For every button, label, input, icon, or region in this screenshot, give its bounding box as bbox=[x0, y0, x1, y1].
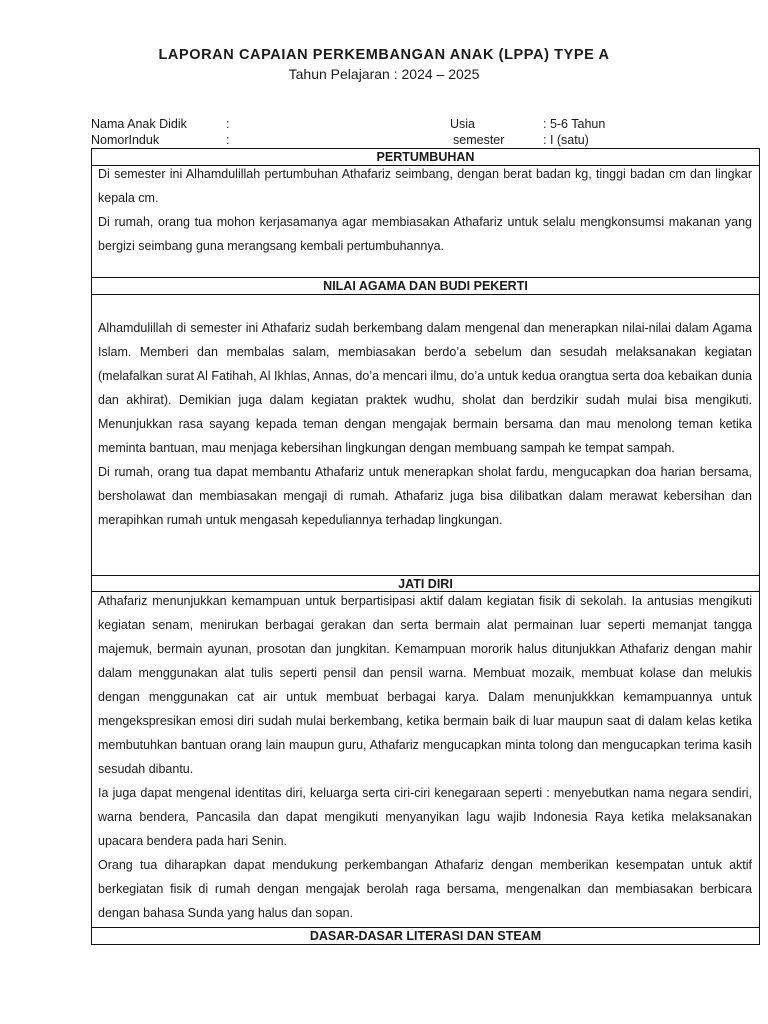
section-heading-pertumbuhan: PERTUMBUHAN bbox=[91, 148, 760, 166]
id-label: NomorInduk bbox=[91, 133, 160, 147]
section-heading-agama: NILAI AGAMA DAN BUDI PEKERTI bbox=[91, 277, 760, 295]
jati-diri-paragraph-1: Athafariz menunjukkan kemampuan untuk berpartisipasi aktif dalam kegiatan fisik di sekolah. Ia antusias mengikuti kegiatan senam, menirukan berbagai gerakan dan serta bermain alat permainan luar seperti memanjat tangga majemuk, bermain ayunan, prosotan dan jungkitan. Kemampuan mororik halus ditunjukkan Athafariz dengan mahir dalam menggunakan alat tulis seperti pensil dan pensil warna. Membuat mozaik, membuat kolase dan melukis dengan menggunakan cat air untuk membuat berbagai karya. Dalam menunjukkkan kemampuannya untuk mengekspresikan emosi diri sudah mulai berkembang, ketika bermain baik di luar maupun saat di dalam kelas ketika membutuhkan bantuan orang lain maupun guru, Athafariz mengucapkan minta tolong dan mengucapkan terima kasih sesudah dibantu. bbox=[98, 594, 752, 776]
agama-paragraph-1: Alhamdulillah di semester ini Athafariz sudah berkembang dalam mengenal dan menerapkan nilai-nilai dalam Agama Islam. Memberi dan membalas salam, membiasakan berdo’a sebelum dan sesudah melaksanakan kegiatan (melafalkan surat Al Fatihah, Al Ikhlas, Annas, do’a mencari ilmu, do’a untuk kedua orangtua serta doa kebaikan dunia dan akhirat). Demikian juga dalam kegiatan praktek wudhu, sholat dan berdzikir sudah mulai bisa mengikuti. Menunjukkan rasa sayang kepada teman dengan mengajak bermain bersama dan mau menolong teman ketika meminta bantuan, mau menjaga kebersihan lingkungan dengan membuang sampah ke tempat sampah. bbox=[98, 321, 752, 455]
jati-diri-paragraph-3: Orang tua diharapkan dapat mendukung perkembangan Athafariz dengan memberikan kesempatan untuk aktif berkegiatan fisik di rumah dengan mengajak berolah raga bersama, mengenalkan dan membiasakan berbicara dengan bahasa Sunda yang halus dan sopan. bbox=[98, 858, 752, 920]
section-heading-jati-diri: JATI DIRI bbox=[91, 575, 760, 592]
section-heading-literasi: DASAR-DASAR LITERASI DAN STEAM bbox=[91, 927, 760, 945]
agama-paragraph-2: Di rumah, orang tua dapat membantu Athafariz untuk menerapkan sholat fardu, mengucapkan doa harian bersama, bersholawat dan membiasakan mengaji di rumah. Athafariz juga bisa dilibatkan dalam merawat kebersihan dan merapihkan rumah untuk mengasah kepeduliannya terhadap lingkungan. bbox=[98, 465, 752, 527]
pertumbuhan-paragraph-1: Di semester ini Alhamdulillah pertumbuhan Athafariz seimbang, dengan berat badan kg, tinggi badan cm dan lingkar kepala cm. bbox=[98, 167, 752, 205]
name-colon: : bbox=[226, 117, 230, 131]
age-value: : 5-6 Tahun bbox=[543, 117, 606, 131]
report-subtitle: Tahun Pelajaran : 2024 – 2025 bbox=[288, 66, 480, 82]
age-label: Usia bbox=[450, 117, 476, 131]
semester-value: : I (satu) bbox=[543, 133, 589, 147]
section-body-jati-diri bbox=[91, 591, 760, 928]
name-label: Nama Anak Didik bbox=[91, 117, 187, 131]
report-title: LAPORAN CAPAIAN PERKEMBANGAN ANAK (LPPA) TYPE A bbox=[158, 47, 610, 63]
id-colon: : bbox=[226, 133, 230, 147]
section-body-agama bbox=[91, 294, 760, 576]
jati-diri-paragraph-2: Ia juga dapat mengenal identitas diri, keluarga serta ciri-ciri kenegaraan seperti : menyebutkan nama negara sendiri, warna bendera, Pancasila dan dapat mengikuti menyanyikan lagu wajib Indonesia Raya ketika melaksanakan upacara bendera pada hari Senin. bbox=[98, 786, 752, 848]
pertumbuhan-paragraph-2: Di rumah, orang tua mohon kerjasamanya agar membiasakan Athafariz untuk selalu mengkonsumsi makanan yang bergizi seimbang guna merangsang kembali pertumbuhannya. bbox=[98, 215, 752, 253]
semester-label: semester bbox=[453, 133, 505, 147]
section-body-pertumbuhan bbox=[91, 165, 760, 278]
